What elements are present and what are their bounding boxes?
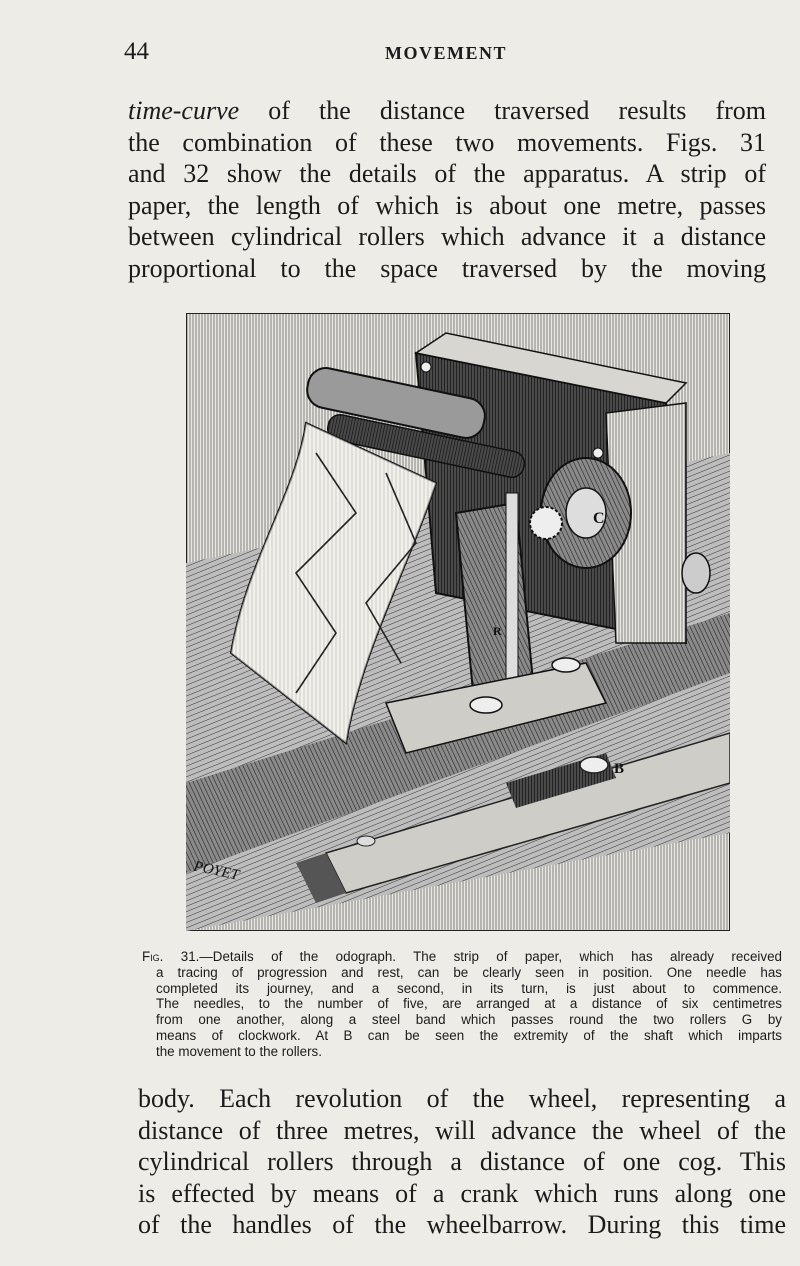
text-line: the combination of these two movements. Figs. 31 [128,127,766,157]
caption-line [142,949,782,965]
text-line: is effected by means of a crank which runs along one [138,1178,786,1208]
figure-odograph-engraving [186,313,730,931]
figure-letter-r: R [493,624,502,638]
text-line: and 32 show the details of the apparatus. A strip of [128,159,766,188]
caption-line: The needles, to the number of five, are arranged at a distance of six centimetres [156,996,782,1012]
caption-line: completed its journey, and a second, in its turn, is just about to commence. [156,980,782,996]
running-head: MOVEMENT [385,43,507,63]
line-text: of the distance traversed results from [239,96,766,125]
page-header [124,38,768,74]
caption-line: a tracing of progression and rest, can be clearly seen in position. One needle has [156,964,782,980]
text-line: of the handles of the wheelbarrow. During this time [138,1210,786,1239]
bottom-paragraph [138,1083,786,1241]
text-line: body. Each revolution of the wheel, representing a [138,1084,786,1113]
figure-caption [142,949,782,1060]
caption-line: means of clockwork. At B can be seen the extremity of the shaft which imparts [156,1027,782,1043]
text-line: proportional to the space traversed by the moving [128,253,766,283]
text-line: distance of three metres, will advance the wheel of the [138,1115,786,1145]
caption-text: —Details of the odograph. The strip of paper, which has already received [199,949,782,964]
figure-label: Fig. 31. [142,949,200,964]
page-number: 44 [124,38,149,65]
engraver-signature: POYET [192,858,241,884]
figure-letter-b: B [614,761,625,777]
figure-letter-c: C [593,510,605,527]
text-line: between cylindrical rollers which advance it a distance [128,222,766,251]
top-paragraph [128,95,766,284]
odograph-illustration [186,313,730,931]
text-line: cylindrical rollers through a distance of one cog. This [138,1147,786,1176]
caption-line: from one another, along a steel band which passes round the two rollers G by [156,1012,782,1028]
text-line [128,95,766,127]
caption-line: the movement to the rollers. [156,1043,322,1059]
italic-term: time-curve [128,96,240,125]
text-line: paper, the length of which is about one metre, passes [128,190,766,220]
